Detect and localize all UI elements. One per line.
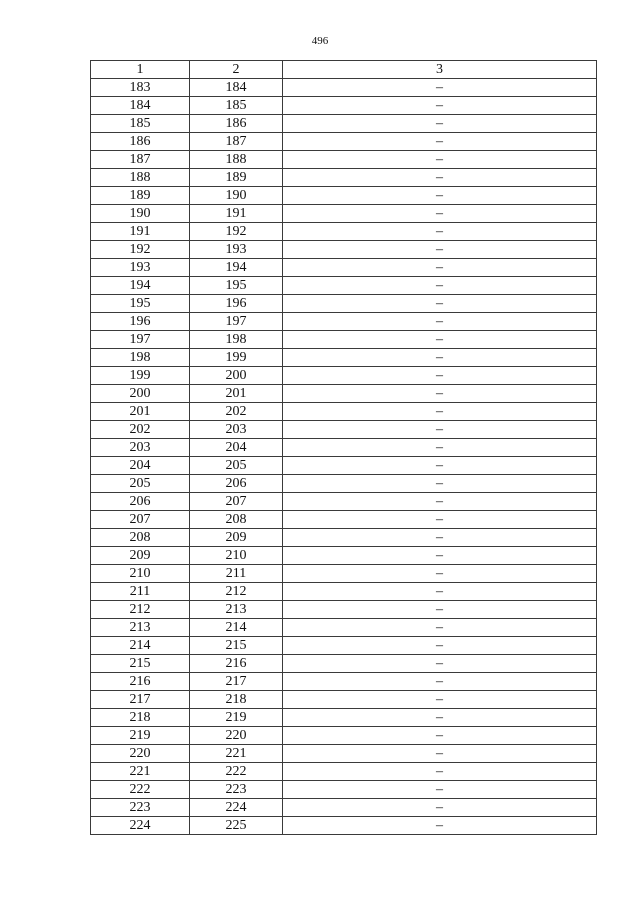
table-cell-col-2: 222 [190, 763, 283, 781]
table-row [91, 187, 597, 205]
table-cell-col-2: 200 [190, 367, 283, 385]
table-cell-col-1: 212 [91, 601, 190, 619]
table-cell-col-3: – [283, 151, 597, 169]
table-cell-col-1: 196 [91, 313, 190, 331]
table-cell-col-2: 189 [190, 169, 283, 187]
table-cell-col-3: – [283, 709, 597, 727]
table-cell-col-3: – [283, 241, 597, 259]
table-cell-col-1: 194 [91, 277, 190, 295]
table-cell-col-3: – [283, 223, 597, 241]
table-row [91, 565, 597, 583]
table-row [91, 745, 597, 763]
table-cell-col-1: 187 [91, 151, 190, 169]
table-cell-col-3: – [283, 799, 597, 817]
table-cell-col-1: 218 [91, 709, 190, 727]
table-cell-col-2: 220 [190, 727, 283, 745]
table-cell-col-1: 201 [91, 403, 190, 421]
table-cell-col-1: 220 [91, 745, 190, 763]
table-cell-col-3: – [283, 637, 597, 655]
table-cell-col-1: 210 [91, 565, 190, 583]
table-cell-col-3: – [283, 97, 597, 115]
table-cell-col-2: 199 [190, 349, 283, 367]
table-cell-col-3: – [283, 205, 597, 223]
table-cell-col-1: 215 [91, 655, 190, 673]
table-cell-col-1: 191 [91, 223, 190, 241]
table-cell-col-3: – [283, 187, 597, 205]
table-row [91, 421, 597, 439]
table-row [91, 97, 597, 115]
table-cell-col-1: 222 [91, 781, 190, 799]
table-row [91, 223, 597, 241]
table-row [91, 169, 597, 187]
table-cell-col-1: 202 [91, 421, 190, 439]
table-cell-col-1: 219 [91, 727, 190, 745]
table-cell-col-2: 186 [190, 115, 283, 133]
table-row [91, 457, 597, 475]
table-cell-col-2: 195 [190, 277, 283, 295]
table-row [91, 817, 597, 835]
column-header-1: 1 [91, 61, 190, 79]
table-cell-col-3: – [283, 763, 597, 781]
table-cell-col-2: 198 [190, 331, 283, 349]
table-cell-col-2: 223 [190, 781, 283, 799]
table-cell-col-1: 197 [91, 331, 190, 349]
table-cell-col-3: – [283, 511, 597, 529]
table-cell-col-1: 193 [91, 259, 190, 277]
table-cell-col-1: 208 [91, 529, 190, 547]
table-cell-col-2: 204 [190, 439, 283, 457]
table-row [91, 781, 597, 799]
table-cell-col-2: 197 [190, 313, 283, 331]
table-cell-col-3: – [283, 547, 597, 565]
table-cell-col-2: 221 [190, 745, 283, 763]
table-row [91, 403, 597, 421]
table-row [91, 277, 597, 295]
table-cell-col-1: 199 [91, 367, 190, 385]
table-row [91, 691, 597, 709]
table-cell-col-3: – [283, 331, 597, 349]
table-cell-col-2: 225 [190, 817, 283, 835]
table-row [91, 637, 597, 655]
table-row [91, 511, 597, 529]
table-row [91, 115, 597, 133]
table-row [91, 493, 597, 511]
table-cell-col-3: – [283, 79, 597, 97]
table-cell-col-2: 210 [190, 547, 283, 565]
table-cell-col-1: 216 [91, 673, 190, 691]
table-cell-col-3: – [283, 493, 597, 511]
table-cell-col-3: – [283, 367, 597, 385]
table-cell-col-2: 201 [190, 385, 283, 403]
table-cell-col-2: 187 [190, 133, 283, 151]
table-cell-col-2: 211 [190, 565, 283, 583]
table-header-row [91, 61, 597, 79]
table-cell-col-1: 183 [91, 79, 190, 97]
table-cell-col-2: 218 [190, 691, 283, 709]
table-cell-col-3: – [283, 349, 597, 367]
table-cell-col-3: – [283, 745, 597, 763]
table-cell-col-3: – [283, 313, 597, 331]
table-cell-col-2: 205 [190, 457, 283, 475]
table-row [91, 673, 597, 691]
table-row [91, 439, 597, 457]
column-header-3: 3 [283, 61, 597, 79]
table-row [91, 79, 597, 97]
table-cell-col-3: – [283, 439, 597, 457]
table-cell-col-3: – [283, 529, 597, 547]
table-cell-col-1: 205 [91, 475, 190, 493]
table-row [91, 331, 597, 349]
table-cell-col-1: 195 [91, 295, 190, 313]
table-cell-col-3: – [283, 133, 597, 151]
table-cell-col-2: 206 [190, 475, 283, 493]
table-cell-col-1: 198 [91, 349, 190, 367]
table-cell-col-2: 219 [190, 709, 283, 727]
table-body [91, 79, 597, 835]
table-cell-col-3: – [283, 727, 597, 745]
table-cell-col-1: 213 [91, 619, 190, 637]
table-row [91, 655, 597, 673]
table-cell-col-1: 204 [91, 457, 190, 475]
table-cell-col-1: 206 [91, 493, 190, 511]
table-cell-col-1: 185 [91, 115, 190, 133]
table-cell-col-2: 217 [190, 673, 283, 691]
table-cell-col-1: 192 [91, 241, 190, 259]
table-cell-col-2: 214 [190, 619, 283, 637]
table-row [91, 475, 597, 493]
table-cell-col-1: 189 [91, 187, 190, 205]
table-cell-col-3: – [283, 475, 597, 493]
table-cell-col-1: 221 [91, 763, 190, 781]
table-cell-col-3: – [283, 385, 597, 403]
table-cell-col-2: 215 [190, 637, 283, 655]
table-cell-col-3: – [283, 601, 597, 619]
table-cell-col-2: 191 [190, 205, 283, 223]
table-row [91, 151, 597, 169]
table-row [91, 619, 597, 637]
table-row [91, 241, 597, 259]
table-cell-col-2: 208 [190, 511, 283, 529]
table-cell-col-3: – [283, 259, 597, 277]
data-table [90, 60, 597, 835]
table-cell-col-2: 184 [190, 79, 283, 97]
table-row [91, 529, 597, 547]
table-cell-col-1: 209 [91, 547, 190, 565]
table-cell-col-3: – [283, 781, 597, 799]
table-cell-col-1: 214 [91, 637, 190, 655]
table-cell-col-2: 212 [190, 583, 283, 601]
table-cell-col-2: 192 [190, 223, 283, 241]
table-cell-col-1: 186 [91, 133, 190, 151]
table-row [91, 367, 597, 385]
table-cell-col-3: – [283, 295, 597, 313]
table-row [91, 601, 597, 619]
table-cell-col-1: 200 [91, 385, 190, 403]
table-row [91, 709, 597, 727]
table-cell-col-3: – [283, 169, 597, 187]
table-cell-col-2: 216 [190, 655, 283, 673]
table-row [91, 583, 597, 601]
table-cell-col-3: – [283, 583, 597, 601]
table-row [91, 799, 597, 817]
table-row [91, 133, 597, 151]
table-cell-col-3: – [283, 277, 597, 295]
table-row [91, 205, 597, 223]
table-cell-col-3: – [283, 403, 597, 421]
table-row [91, 547, 597, 565]
table-cell-col-3: – [283, 115, 597, 133]
table-row [91, 763, 597, 781]
table-cell-col-2: 190 [190, 187, 283, 205]
table-row [91, 313, 597, 331]
table-cell-col-2: 213 [190, 601, 283, 619]
table-cell-col-2: 188 [190, 151, 283, 169]
table-row [91, 259, 597, 277]
table-row [91, 349, 597, 367]
table-cell-col-3: – [283, 457, 597, 475]
table-row [91, 727, 597, 745]
table-cell-col-1: 207 [91, 511, 190, 529]
table-cell-col-3: – [283, 817, 597, 835]
table-cell-col-3: – [283, 565, 597, 583]
table-cell-col-2: 207 [190, 493, 283, 511]
table-cell-col-3: – [283, 619, 597, 637]
column-header-2: 2 [190, 61, 283, 79]
table-row [91, 295, 597, 313]
table-cell-col-3: – [283, 655, 597, 673]
table-cell-col-1: 224 [91, 817, 190, 835]
table-cell-col-2: 202 [190, 403, 283, 421]
table-cell-col-2: 196 [190, 295, 283, 313]
table-cell-col-2: 209 [190, 529, 283, 547]
table-cell-col-1: 190 [91, 205, 190, 223]
table-cell-col-2: 185 [190, 97, 283, 115]
page-number: 496 [311, 35, 329, 47]
table-cell-col-1: 223 [91, 799, 190, 817]
table-cell-col-3: – [283, 421, 597, 439]
table-cell-col-3: – [283, 673, 597, 691]
table-cell-col-1: 188 [91, 169, 190, 187]
table-cell-col-1: 203 [91, 439, 190, 457]
table-cell-col-1: 217 [91, 691, 190, 709]
table-cell-col-3: – [283, 691, 597, 709]
table-cell-col-1: 211 [91, 583, 190, 601]
table-cell-col-2: 203 [190, 421, 283, 439]
table-cell-col-2: 224 [190, 799, 283, 817]
table-row [91, 385, 597, 403]
table-cell-col-1: 184 [91, 97, 190, 115]
table-cell-col-2: 194 [190, 259, 283, 277]
table-cell-col-2: 193 [190, 241, 283, 259]
